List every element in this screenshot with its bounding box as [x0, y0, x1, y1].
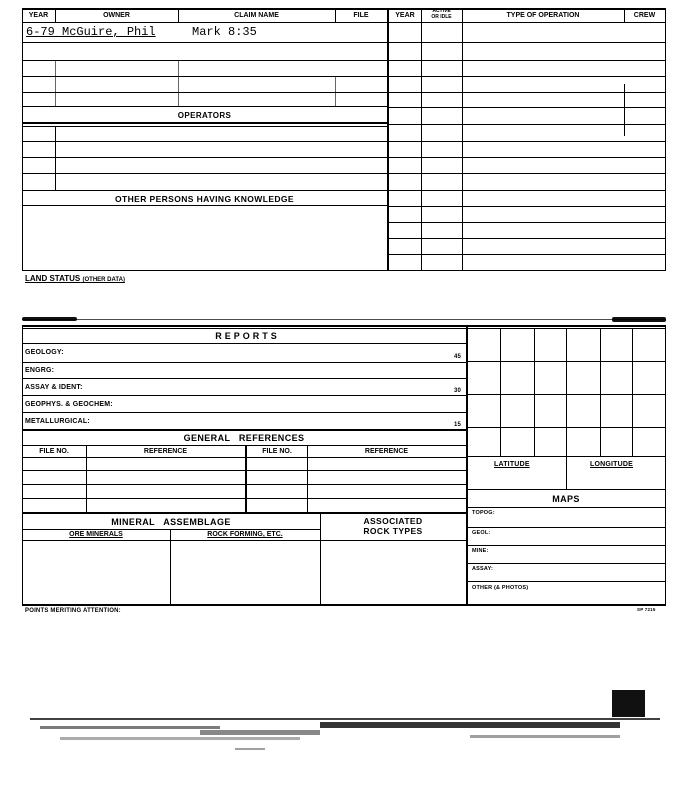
- latitude-label: LATITUDE: [494, 461, 530, 468]
- reports-title: REPORTS: [215, 331, 280, 341]
- report-engrg: ENGRG:: [25, 367, 55, 374]
- header-file: FILE: [353, 12, 369, 19]
- report-geology: GEOLOGY:: [25, 349, 64, 356]
- ref-reference-2: REFERENCE: [364, 448, 409, 455]
- longitude-label: LONGITUDE: [590, 461, 634, 468]
- land-status-title: LAND STATUS: [25, 274, 81, 283]
- report-num-30: 30: [454, 388, 462, 394]
- report-metallurgical: METALLURGICAL:: [25, 418, 90, 425]
- other-persons-heading: OTHER PERSONS HAVING KNOWLEDGE: [114, 194, 295, 204]
- land-status-subtitle: (OTHER DATA): [82, 277, 125, 283]
- report-assay: ASSAY & IDENT:: [25, 384, 83, 391]
- points-meriting-attention: POINTS MERITING ATTENTION:: [25, 608, 121, 614]
- header-owner: OWNER: [103, 12, 130, 19]
- report-num-15: 15: [454, 422, 462, 428]
- land-status-label: [25, 274, 125, 283]
- maps-topog: TOPOG:: [472, 510, 495, 516]
- maps-mine: MINE:: [472, 548, 489, 554]
- form-number: SP 7215: [637, 607, 656, 612]
- mineral-assemblage-heading: MINERAL ASSEMBLAGE: [111, 517, 231, 527]
- header-active-idle: ACTIVE OR IDLE: [431, 8, 452, 20]
- operators-heading: OPERATORS: [177, 111, 232, 120]
- entry-year-owner: 6-79 McGuire, Phil: [26, 25, 156, 39]
- header-year: YEAR: [28, 12, 49, 19]
- associated-rock-types-heading: ASSOCIATED ROCK TYPES: [363, 516, 423, 536]
- maps-geol: GEOL:: [472, 530, 491, 536]
- header-year-2: YEAR: [395, 12, 415, 19]
- report-geophys: GEOPHYS. & GEOCHEM:: [25, 401, 113, 408]
- ref-file-no: FILE NO.: [39, 448, 69, 455]
- general-references-heading: GENERAL REFERENCES: [183, 433, 305, 443]
- header-crew: CREW: [633, 12, 656, 19]
- ore-minerals-heading: ORE MINERALS: [69, 531, 123, 538]
- ref-reference: REFERENCE: [143, 448, 188, 455]
- ref-file-no-2: FILE NO.: [262, 448, 292, 455]
- maps-assay: ASSAY:: [472, 566, 494, 572]
- maps-other: OTHER (& PHOTOS): [472, 585, 529, 591]
- rock-forming-heading: ROCK FORMING, ETC.: [207, 531, 283, 538]
- entry-claim-name: Mark 8:35: [192, 25, 257, 39]
- report-num-45: 45: [454, 354, 462, 360]
- header-type-of-operation: TYPE OF OPERATION: [506, 12, 580, 19]
- header-claim-name: CLAIM NAME: [234, 12, 279, 19]
- maps-heading: MAPS: [552, 494, 580, 504]
